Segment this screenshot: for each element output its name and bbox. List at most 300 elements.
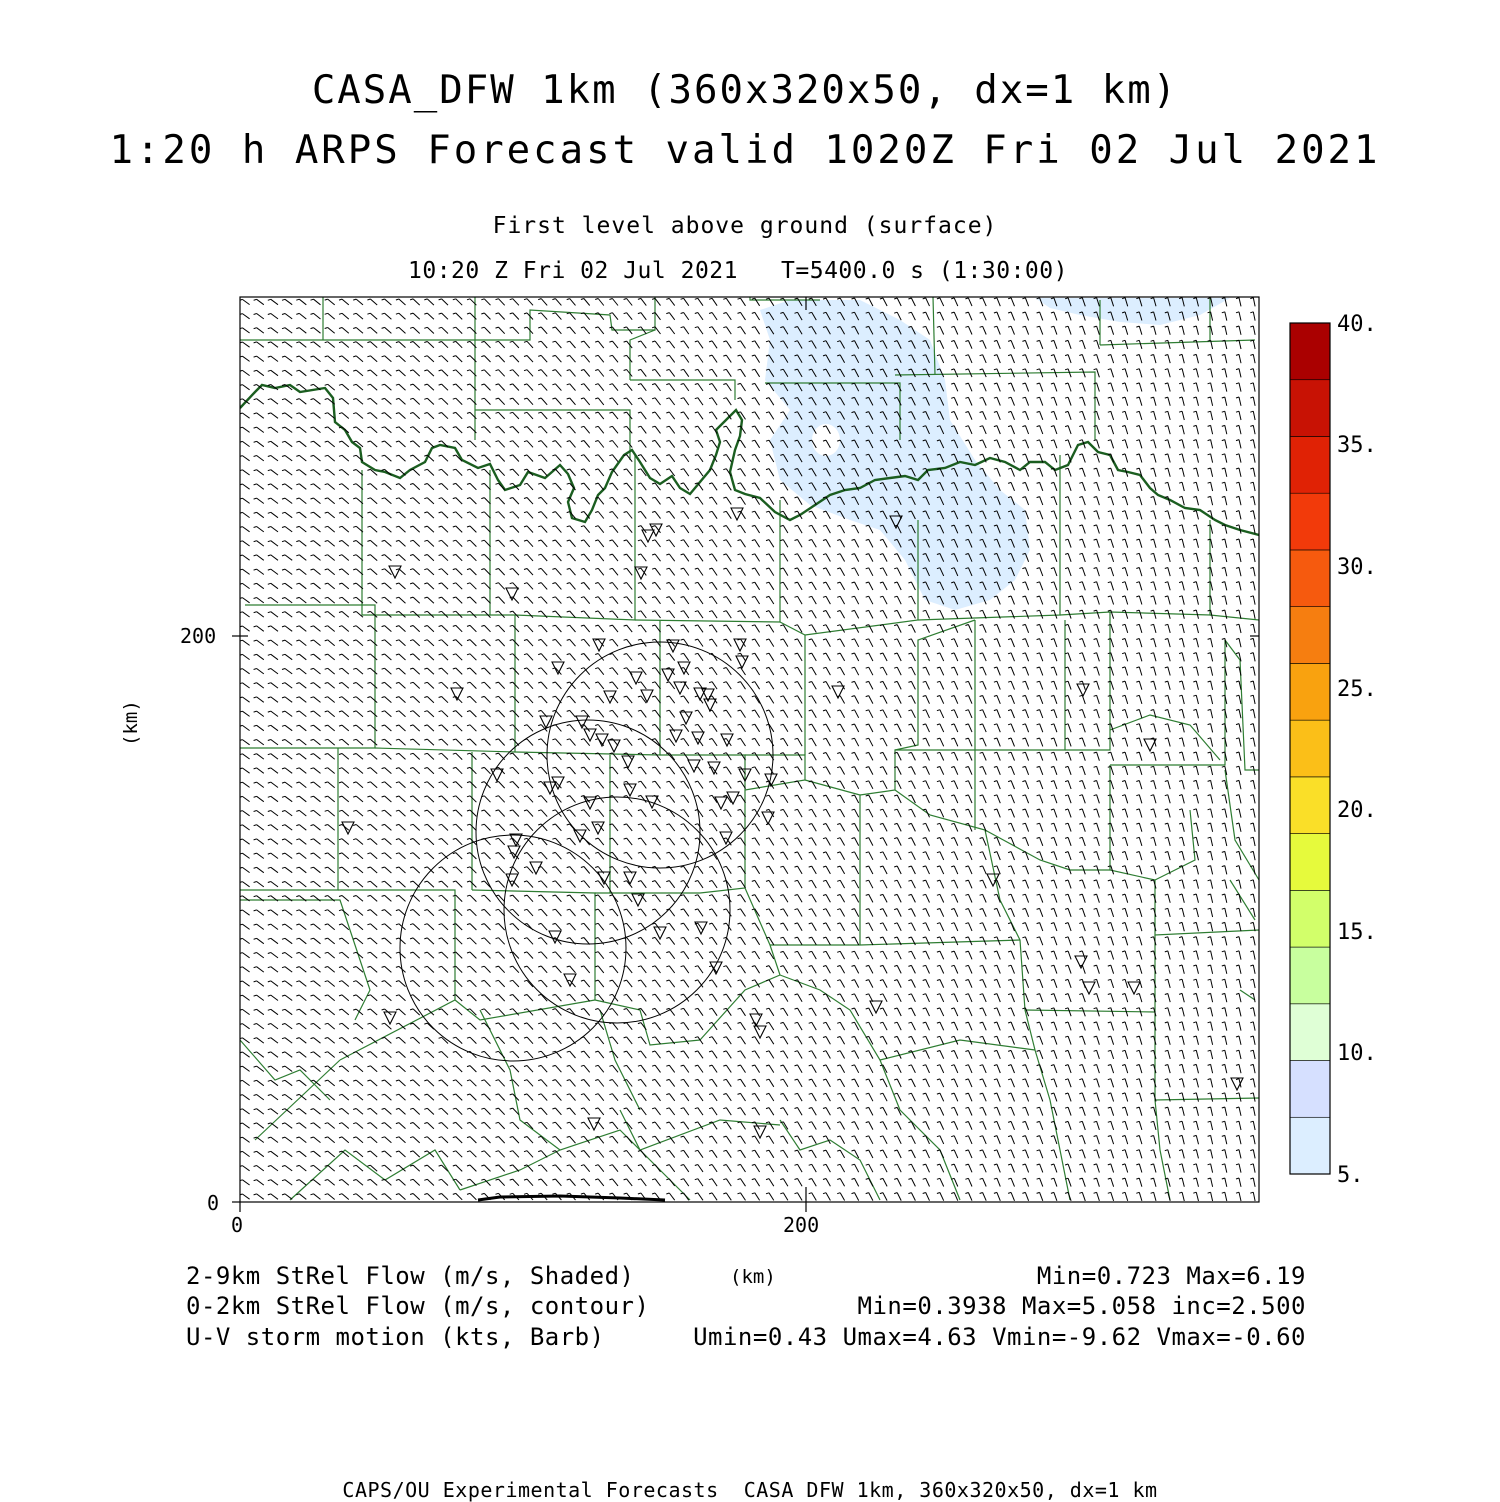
wind-barb: [684, 355, 689, 362]
wind-barb-flag: [1236, 440, 1239, 441]
wind-barb-flag: [1022, 482, 1025, 483]
wind-barb: [484, 767, 490, 773]
wind-barb-flag: [965, 397, 968, 398]
wind-barb: [598, 370, 604, 377]
wind-barb-flag: [638, 526, 641, 527]
wind-barb: [726, 341, 731, 348]
wind-barb-flag: [780, 525, 783, 526]
wind-barb: [1211, 695, 1213, 704]
wind-barb-flag: [325, 697, 328, 698]
wind-barb: [612, 412, 618, 419]
wind-barb-flag: [524, 597, 527, 598]
wind-barb: [812, 525, 817, 533]
wind-barb-flag: [795, 511, 798, 512]
wind-barb: [1040, 497, 1043, 505]
wind-barb: [1082, 511, 1085, 520]
wind-barb-flag: [339, 612, 342, 613]
wind-barb-flag: [1051, 610, 1054, 611]
wind-barb-flag: [709, 554, 712, 555]
wind-barb-flag: [367, 753, 370, 754]
wind-barb: [328, 484, 335, 490]
wind-barb-flag: [353, 583, 356, 584]
wind-barb: [499, 654, 505, 661]
wind-barb-flag: [908, 667, 911, 668]
wind-barb-flag: [766, 582, 769, 583]
wind-barb-flag: [1208, 496, 1211, 497]
wind-barb: [726, 696, 731, 703]
wind-barb: [612, 426, 618, 433]
wind-barb: [698, 341, 703, 348]
wind-barb-flag: [339, 725, 342, 726]
wind-barb: [442, 682, 448, 688]
wind-barb: [242, 654, 249, 659]
wind-barb: [527, 597, 533, 604]
wind-barb: [612, 668, 618, 675]
wind-barb: [499, 384, 505, 391]
wind-barb: [997, 383, 1000, 391]
wind-barb-flag: [311, 668, 314, 669]
wind-barb: [442, 455, 448, 461]
wind-barb: [242, 441, 249, 446]
wind-barb: [612, 540, 618, 547]
wind-barb: [627, 313, 633, 320]
wind-barb-flag: [382, 455, 385, 456]
wind-barb: [513, 512, 519, 519]
wind-barb: [926, 639, 930, 647]
wind-barb: [641, 298, 646, 305]
wind-barb-flag: [1022, 440, 1025, 441]
wind-barb-flag: [439, 327, 442, 328]
wind-barb: [1253, 539, 1255, 548]
wind-barb-flag: [595, 583, 598, 584]
wind-barb: [370, 583, 377, 589]
wind-barb-flag: [552, 654, 555, 655]
wind-barb-flag: [567, 654, 570, 655]
wind-barb-flag: [396, 640, 399, 641]
wind-barb: [968, 312, 972, 320]
wind-barb: [484, 427, 490, 433]
wind-barb: [527, 753, 533, 760]
wind-barb: [869, 568, 873, 576]
wind-barb-flag: [382, 711, 385, 712]
wind-barb: [1097, 355, 1100, 364]
wind-barb: [684, 597, 689, 604]
wind-barb: [1239, 397, 1241, 406]
wind-barb-flag: [638, 341, 641, 342]
wind-barb-flag: [752, 682, 755, 683]
wind-barb: [1168, 639, 1170, 648]
wind-barb: [741, 298, 746, 306]
wind-barb: [684, 540, 689, 547]
wind-barb-flag: [367, 640, 370, 641]
wind-barb-flag: [481, 441, 484, 442]
wind-barb-flag: [1222, 425, 1225, 426]
wind-barb-flag: [809, 554, 812, 555]
wind-barb: [1225, 383, 1227, 392]
wind-barb-flag: [1136, 568, 1139, 569]
wind-barb-flag: [453, 469, 456, 470]
wind-barb-flag: [538, 370, 541, 371]
wind-barb-flag: [866, 738, 869, 739]
wind-barb-flag: [709, 483, 712, 484]
wind-barb: [1253, 326, 1255, 335]
wind-barb: [684, 398, 689, 405]
wind-barb-flag: [1094, 411, 1097, 412]
wind-barb-flag: [1122, 710, 1125, 711]
wind-barb-flag: [1208, 738, 1211, 739]
wind-barb-flag: [709, 426, 712, 427]
wind-barb: [1253, 340, 1255, 349]
wind-barb-flag: [780, 298, 783, 299]
wind-barb: [669, 696, 674, 703]
wind-barb: [484, 341, 490, 347]
wind-barb: [1068, 653, 1071, 661]
wind-barb-flag: [624, 611, 627, 612]
wind-barb: [314, 668, 321, 674]
wind-barb: [584, 611, 590, 618]
wind-barb: [1196, 695, 1198, 704]
wind-barb-flag: [866, 554, 869, 555]
wind-barb-flag: [951, 610, 954, 611]
wind-barb-flag: [538, 327, 541, 328]
wind-barb-flag: [1136, 511, 1139, 512]
wind-barb: [726, 568, 731, 575]
wind-barb: [641, 597, 646, 604]
wind-barb-flag: [1122, 738, 1125, 739]
wind-barb-flag: [1122, 752, 1125, 753]
wind-barb: [257, 541, 264, 546]
wind-barb-flag: [552, 767, 555, 768]
wind-barb-flag: [1008, 298, 1011, 299]
wind-barb-flag: [1151, 667, 1154, 668]
wind-barb: [299, 683, 306, 689]
wind-barb-flag: [552, 455, 555, 456]
wind-barb: [726, 526, 731, 533]
wind-barb: [840, 625, 844, 633]
wind-barb: [1082, 326, 1085, 335]
wind-barb-flag: [766, 298, 769, 299]
wind-barb-flag: [1208, 653, 1211, 654]
wind-barb-flag: [624, 441, 627, 442]
wind-barb: [285, 470, 292, 475]
wind-barb-flag: [353, 725, 356, 726]
wind-barb: [840, 653, 844, 661]
wind-barb-flag: [510, 583, 513, 584]
wind-barb-flag: [1151, 582, 1154, 583]
wind-barb: [470, 455, 476, 461]
wind-barb-flag: [325, 356, 328, 357]
wind-barb-flag: [467, 597, 470, 598]
wind-barb: [527, 640, 533, 647]
wind-barb: [1239, 624, 1241, 633]
wind-barb: [1097, 383, 1100, 392]
wind-barb: [997, 468, 1000, 476]
wind-barb: [442, 583, 448, 589]
wind-barb: [627, 299, 633, 306]
wind-barb: [954, 767, 958, 775]
wind-barb: [356, 413, 363, 419]
wind-barb: [769, 696, 774, 704]
wind-barb: [1196, 539, 1198, 548]
wind-barb-flag: [467, 398, 470, 399]
wind-barb-flag: [567, 583, 570, 584]
wind-barb-flag: [1165, 766, 1168, 767]
wind-barb: [584, 767, 590, 774]
wind-barb: [812, 767, 817, 775]
wind-barb-flag: [353, 640, 356, 641]
wind-barb-flag: [311, 512, 314, 513]
wind-barb-flag: [439, 384, 442, 385]
wind-barb: [1040, 695, 1043, 703]
wind-barb: [1025, 724, 1028, 732]
wind-barb: [328, 782, 335, 788]
wind-barb: [1168, 596, 1170, 605]
wind-barb: [669, 611, 674, 618]
wind-barb: [1011, 610, 1014, 618]
wind-barb-flag: [538, 540, 541, 541]
wind-barb: [584, 583, 590, 590]
wind-barb: [1082, 468, 1085, 477]
wind-barb: [470, 512, 476, 518]
wind-barb: [1125, 511, 1128, 520]
wind-barb: [555, 426, 561, 433]
wind-barb-flag: [780, 611, 783, 612]
wind-barb: [328, 512, 335, 518]
wind-barb: [1253, 312, 1255, 321]
wind-barb: [755, 341, 760, 349]
wind-barb-flag: [467, 455, 470, 456]
wind-barb-flag: [880, 298, 883, 299]
wind-barb-flag: [866, 298, 869, 299]
wind-barb-flag: [296, 569, 299, 570]
wind-barb-flag: [439, 455, 442, 456]
wind-barb-flag: [681, 455, 684, 456]
wind-barb-flag: [1094, 426, 1097, 427]
wind-barb: [570, 398, 576, 405]
wind-barb-flag: [1179, 340, 1182, 341]
wind-barb-flag: [1108, 568, 1111, 569]
wind-barb-flag: [1208, 440, 1211, 441]
wind-barb-flag: [937, 653, 940, 654]
wind-barb-flag: [923, 653, 926, 654]
wind-barb-flag: [1208, 369, 1211, 370]
wind-barb: [641, 753, 646, 760]
wind-barb: [684, 582, 689, 589]
wind-barb-flag: [595, 412, 598, 413]
wind-barb-flag: [296, 441, 299, 442]
wind-barb: [627, 682, 633, 689]
wind-barb: [242, 314, 249, 319]
wind-barb: [328, 583, 335, 589]
wind-barb: [755, 682, 760, 690]
wind-barb: [456, 498, 462, 504]
wind-barb-flag: [1094, 639, 1097, 640]
wind-barb: [413, 356, 420, 362]
wind-barb-flag: [937, 767, 940, 768]
wind-barb: [1068, 312, 1071, 320]
wind-barb: [641, 341, 646, 348]
wind-barb: [285, 612, 292, 617]
wind-barb-flag: [1079, 497, 1082, 498]
wind-barb: [328, 541, 335, 547]
wind-barb-flag: [1079, 553, 1082, 554]
wind-barb-flag: [282, 669, 285, 670]
wind-barb-flag: [766, 511, 769, 512]
wind-barb-flag: [1236, 624, 1239, 625]
wind-barb-flag: [567, 398, 570, 399]
wind-barb: [584, 370, 590, 377]
storm-marker-icon: [544, 782, 556, 794]
wind-barb-flag: [296, 384, 299, 385]
wind-barb: [641, 682, 646, 689]
wind-barb: [1168, 355, 1170, 364]
wind-barb: [1068, 724, 1071, 732]
wind-barb: [399, 455, 406, 461]
wind-barb-flag: [1193, 681, 1196, 682]
wind-barb: [399, 569, 406, 575]
wind-barb-flag: [666, 625, 669, 626]
wind-barb-flag: [880, 710, 883, 711]
wind-barb-flag: [311, 725, 314, 726]
wind-barb: [541, 497, 547, 504]
wind-barb: [456, 469, 462, 475]
wind-barb-flag: [1236, 724, 1239, 725]
wind-barb-flag: [1008, 340, 1011, 341]
wind-barb-flag: [396, 597, 399, 598]
wind-barb: [427, 299, 434, 305]
wind-barb-flag: [353, 328, 356, 329]
wind-barb: [855, 752, 859, 760]
wind-barb-flag: [709, 639, 712, 640]
wind-barb-flag: [367, 413, 370, 414]
wind-barb: [1040, 397, 1043, 405]
wind-barb-flag: [1236, 553, 1239, 554]
wind-barb-flag: [1193, 411, 1196, 412]
wind-barb-flag: [1051, 454, 1054, 455]
wind-barb-flag: [353, 612, 356, 613]
wind-barb-flag: [980, 326, 983, 327]
wind-barb: [1025, 667, 1028, 675]
wind-barb: [598, 725, 604, 732]
wind-barb-flag: [467, 327, 470, 328]
wind-barb: [541, 668, 547, 675]
wind-barb-flag: [552, 384, 555, 385]
wind-barb-flag: [1065, 326, 1068, 327]
wind-barb: [513, 540, 519, 547]
wind-barb-flag: [396, 682, 399, 683]
wind-barb-flag: [766, 497, 769, 498]
wind-barb: [612, 639, 618, 646]
wind-barb-flag: [282, 456, 285, 457]
wind-barb: [1011, 298, 1014, 306]
wind-barb-flag: [738, 341, 741, 342]
wind-barb-flag: [780, 724, 783, 725]
wind-barb-flag: [396, 370, 399, 371]
wind-barb: [869, 596, 873, 604]
wind-barb: [1196, 397, 1198, 406]
wind-barb: [413, 753, 420, 759]
wind-barb-flag: [638, 568, 641, 569]
wind-barb: [242, 541, 249, 546]
wind-barb-flag: [1222, 411, 1225, 412]
wind-barb-flag: [353, 455, 356, 456]
wind-barb-flag: [1051, 639, 1054, 640]
wind-barb-flag: [1022, 695, 1025, 696]
wind-barb: [783, 724, 788, 732]
wind-barb-flag: [1079, 724, 1082, 725]
wind-barb-flag: [496, 696, 499, 697]
wind-barb-flag: [1193, 340, 1196, 341]
wind-barb: [257, 782, 264, 787]
wind-barb-flag: [496, 654, 499, 655]
wind-barb: [911, 667, 915, 675]
wind-barb-flag: [524, 753, 527, 754]
wind-barb-flag: [624, 682, 627, 683]
wind-barb-flag: [410, 697, 413, 698]
wind-barb-flag: [496, 455, 499, 456]
wind-barb: [869, 653, 873, 661]
wind-barb-flag: [311, 697, 314, 698]
wind-barb: [385, 384, 392, 390]
wind-barb-flag: [1136, 695, 1139, 696]
wind-barb: [741, 540, 746, 548]
wind-barb-flag: [1136, 369, 1139, 370]
wind-barb: [413, 725, 420, 731]
wind-barb: [385, 498, 392, 504]
wind-barb: [1182, 397, 1184, 406]
wind-barb-flag: [823, 611, 826, 612]
wind-barb: [612, 554, 618, 561]
wind-barb-flag: [595, 441, 598, 442]
wind-barb: [413, 498, 420, 504]
wind-barb-flag: [538, 497, 541, 498]
wind-barb-flag: [1079, 525, 1082, 526]
wind-barb-flag: [738, 653, 741, 654]
wind-barb-flag: [894, 312, 897, 313]
wind-barb-flag: [382, 469, 385, 470]
wind-barb-flag: [1094, 326, 1097, 327]
wind-barb-flag: [1022, 596, 1025, 597]
wind-barb-flag: [666, 767, 669, 768]
wind-barb: [257, 299, 264, 304]
wind-barb-flag: [666, 398, 669, 399]
wind-barb-flag: [367, 569, 370, 570]
wind-barb-flag: [1022, 738, 1025, 739]
wind-barb-flag: [1179, 724, 1182, 725]
wind-barb-flag: [1151, 369, 1154, 370]
wind-barb-flag: [1108, 397, 1111, 398]
wind-barb: [1111, 553, 1114, 562]
wind-barb-flag: [382, 668, 385, 669]
wind-barb: [769, 611, 774, 619]
wind-barb-flag: [1179, 638, 1182, 639]
wind-barb-flag: [325, 654, 328, 655]
wind-barb: [484, 455, 490, 461]
wind-barb: [1111, 738, 1114, 747]
wind-barb-flag: [823, 554, 826, 555]
wind-barb: [997, 411, 1000, 419]
wind-barb-flag: [1179, 525, 1182, 526]
wind-barb: [555, 654, 561, 661]
wind-barb-flag: [951, 639, 954, 640]
wind-barb-flag: [367, 299, 370, 300]
wind-barb: [413, 512, 420, 518]
wind-barb: [442, 711, 448, 717]
wind-barb: [470, 654, 476, 660]
wind-barb: [741, 568, 746, 576]
wind-barb: [257, 612, 264, 617]
wind-barb-flag: [1094, 497, 1097, 498]
